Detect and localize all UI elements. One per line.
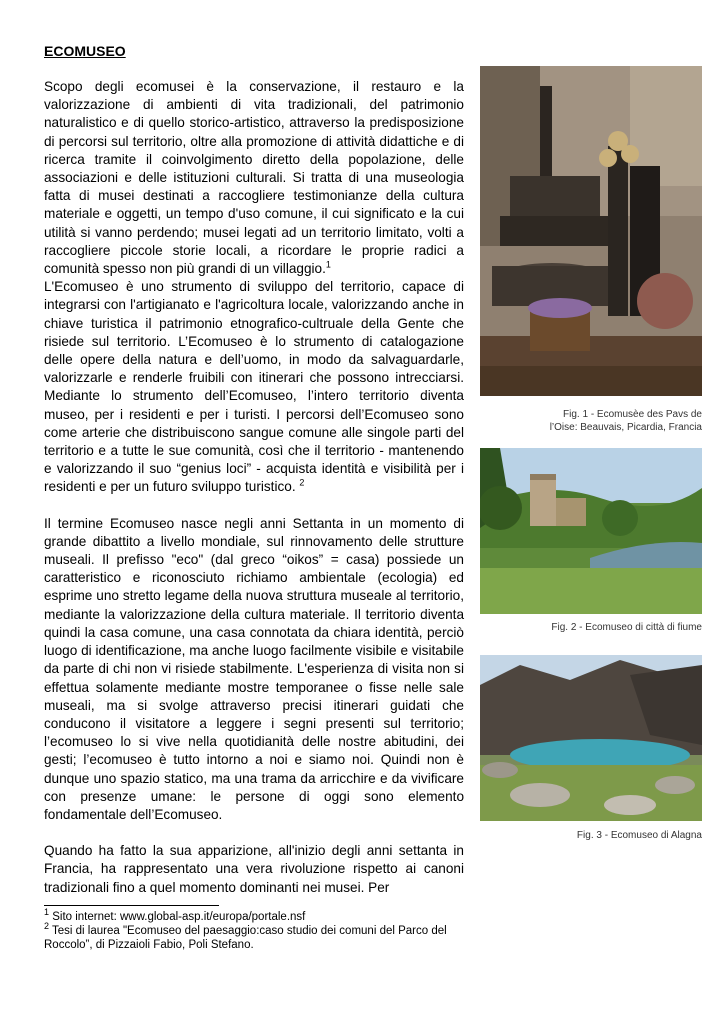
paragraph-1-text: Scopo degli ecomusei è la conservazione, il restauro e la valorizzazione di ambienti di vita tradizionali, del patrimonio naturalistico e di quello storico-artistico, attraverso la predisposizione di percorsi sul territorio, oltre alla promozione di attività didattiche e di ricerca tramite il coinvolgimento diretto della popolazione, delle associazioni e delle istituzioni culturali. Si tratta di una museologia fatta di musei destinati a raccogliere testimonianze della cultura materiale e oggetti, un tempo d'uso comune, il cui significato e la cui utilità si vanno perdendo; musei legati ad un territorio limitato, volti a raccogliere piccole storie locali, a ricordare le proprie radici a comunità spesso non più grandi di un villaggio. xyxy=(44,79,464,277)
footnote-2-text: Tesi di laurea "Ecomuseo del paesaggio:caso studio dei comuni del Parco del Roccolo”, di Pizzaioli Fabio, Poli Stefano. xyxy=(44,925,447,951)
figure-3-mountain-lake-photo xyxy=(480,655,702,821)
footnote-1-mark: 1 xyxy=(44,907,50,918)
document-title: ECOMUSEO xyxy=(44,43,126,59)
footnote-2-mark: 2 xyxy=(44,921,50,932)
footnote-1 xyxy=(44,907,464,924)
figure-2-river-town-photo xyxy=(480,448,702,614)
figure-1-caption xyxy=(480,408,702,434)
figure-3-caption: Fig. 3 - Ecomuseo di Alagna xyxy=(576,830,702,841)
paragraph-2-text: L'Ecomuseo è uno strumento di sviluppo del territorio, capace di integrarsi con l'artigianato e l'agricoltura locale, valorizzando anche in chiave turistica il patrimonio etnografico-cultruale della Gente che risiede sul territorio. L’Ecomuseo è lo strumento di catalogazione delle opere della natura e dell’uomo, in modo da salvaguardarle, valorizzarle e renderle fruibili con itinerari che possono intrecciarsi. Mediante lo strumento dell’Ecomuseo, l’intero territorio diventa museo, per i residenti e per i turisti. I percorsi dell’Ecomuseo sono come arterie che distribuiscono sangue comune alle singole parti del territorio e a tutte le sue comunità, così che il territorio - mantenendo e valorizzando il suo “genius loci” - acquista identità e visibilità per i residenti e per un futuro sviluppo turistico. xyxy=(44,279,464,495)
footnote-2 xyxy=(44,921,464,952)
footnotes xyxy=(44,907,464,952)
footnote-1-text: Sito internet: www.global-asp.it/europa/portale.nsf xyxy=(52,911,306,923)
footnote-ref-2[interactable]: 2 xyxy=(299,477,305,488)
paragraph-3: Il termine Ecomuseo nasce negli anni Settanta in un momento di grande dibattito a livello mondiale, sul rinnovamento delle strutture museali. Il prefisso "eco" (dal greco “oikos” = casa) possiede un caratteristico e riconosciuto richiamo ambientale (ecologia) ed esprime uno stretto legame della nuova struttura museale al territorio, mediante la valorizzazione della cultura materiale. Il territorio diventa quindi la casa comune, una casa connotata da chiara identità, perciò luogo di identificazione, ma anche luogo facilmente visibile e visitabile da parte di chi non vi risiede stabilmente. L'esperienza di visita non si effettua solamente mediante mostre temporanee o fisse nelle sale museali, ma si svolge attraverso precisi itinerari guidati che conducono il visitatore a leggere i segni presenti sul territorio; l’ecomuseo lo si vive nella quotidianità delle nostre abitudini, dei gesti; l’ecomuseo è tutto intorno a noi e siamo noi. Quindi non è dunque uno spazio statico, ma una trama da arricchire e da vivificare con presenze umane: le persone di oggi sono elemento fondamentale dell’Ecomuseo. xyxy=(44,515,464,822)
paragraph-4: Quando ha fatto la sua apparizione, all'inizio degli anni settanta in Francia, ha rappresentato una vera rivoluzione rispetto ai canoni tradizionali fino a quel momento dominanti nei musei. Per xyxy=(44,843,464,895)
paragraph-1 xyxy=(44,78,464,497)
figure-2-caption: Fig. 2 - Ecomuseo di città di fiume xyxy=(551,622,702,633)
footnote-separator xyxy=(44,905,219,906)
figure-1-caption-line-1: Fig. 1 - Ecomusèe des Pavs de xyxy=(563,409,702,420)
figure-1-caption-line-2: l’Oise: Beauvais, Picardia, Francia xyxy=(549,422,702,433)
footnote-ref-1[interactable]: 1 xyxy=(325,259,331,270)
figure-1-wine-press-photo xyxy=(480,66,702,396)
